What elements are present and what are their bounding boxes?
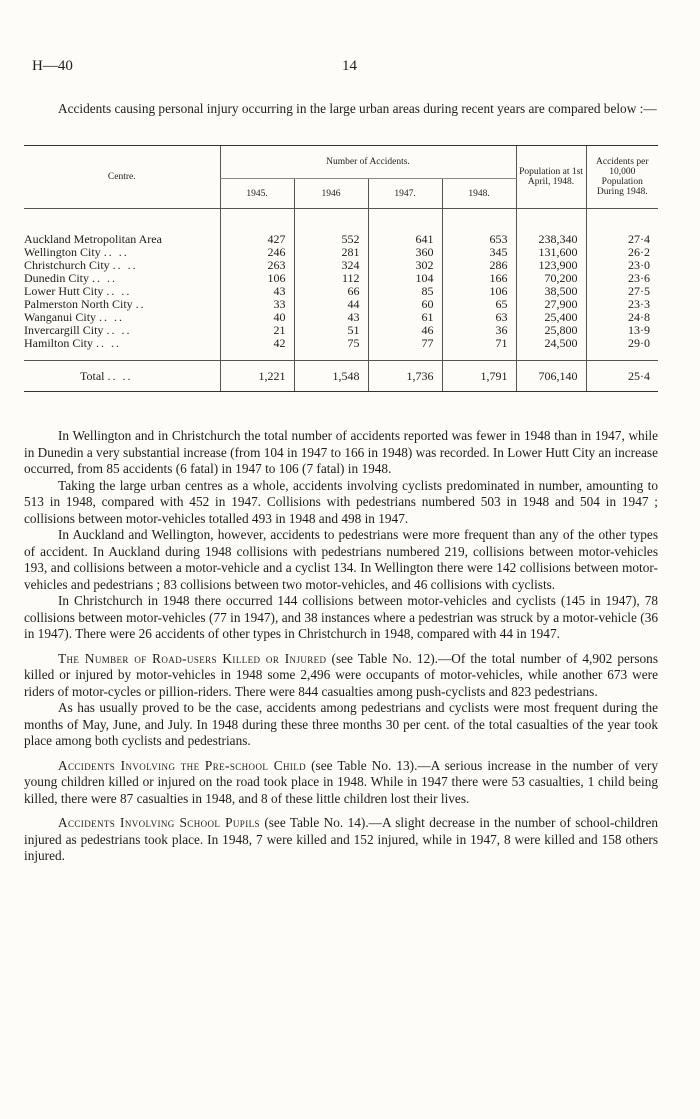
centre-name: Lower Hutt City bbox=[24, 284, 104, 298]
leader-dots: .. .. bbox=[103, 245, 129, 259]
population-value: 27,900 bbox=[516, 298, 586, 311]
rate-header: Accidents per 10,000 Population During 1948. bbox=[586, 146, 658, 209]
value-1945: 42 bbox=[220, 337, 294, 361]
rate-value: 29·0 bbox=[586, 337, 658, 361]
population-value: 24,500 bbox=[516, 337, 586, 361]
value-1945: 33 bbox=[220, 298, 294, 311]
table-row bbox=[24, 209, 658, 247]
centre-name: Wanganui City bbox=[24, 310, 97, 324]
centre-name: Invercargill City bbox=[24, 323, 104, 337]
total-1945: 1,221 bbox=[220, 361, 294, 392]
value-1948: 106 bbox=[442, 285, 516, 298]
rate-value: 26·2 bbox=[586, 246, 658, 259]
leader-dots: .. .. bbox=[96, 336, 121, 350]
paragraph-cyclists: Taking the large urban centres as a whole, accidents involving cyclists predominated in number, amounting to 513 in 1948, compared with 452 in 1947. Collisions with pedestrians numbered 503 in 1948 and 504 in 1947 ; collisions between motor-vehicles totalled 493 in 1948 and 498 in 1947. bbox=[24, 477, 658, 526]
section-heading-pre-school: Accidents Involving the Pre-school Child bbox=[58, 757, 307, 773]
leader-dots: .. .. bbox=[112, 258, 138, 272]
population-value: 238,340 bbox=[516, 209, 586, 247]
value-1947: 104 bbox=[368, 272, 442, 285]
leader-dots: .. .. bbox=[106, 323, 132, 337]
total-population: 706,140 bbox=[516, 361, 586, 392]
total-1948: 1,791 bbox=[442, 361, 516, 392]
rate-value: 23·6 bbox=[586, 272, 658, 285]
report-reference: H—40 bbox=[32, 58, 73, 74]
value-1947: 360 bbox=[368, 246, 442, 259]
population-value: 70,200 bbox=[516, 272, 586, 285]
leader-dots: .. bbox=[135, 297, 146, 311]
value-1948: 36 bbox=[442, 324, 516, 337]
centre-name: Christchurch City bbox=[24, 258, 110, 272]
paragraph-text: (see Table No. 12).—Of the total number of 4,902 persons killed or injured by motor-vehicles in 1948 some 2,496 were occupants of motor-vehicles, while another 673 were riders of motor-cycles or pillion-riders. There were 844 casualties among push-cyclists and 823 pedestrians. bbox=[24, 650, 658, 699]
value-1945: 263 bbox=[220, 259, 294, 272]
value-1948: 653 bbox=[442, 209, 516, 247]
rate-value: 13·9 bbox=[586, 324, 658, 337]
leader-dots: .. .. bbox=[92, 271, 117, 285]
paragraph-pre-school bbox=[24, 758, 658, 808]
value-1945: 43 bbox=[220, 285, 294, 298]
value-1947: 302 bbox=[368, 259, 442, 272]
value-1946: 66 bbox=[294, 285, 368, 298]
paragraph-auckland-wellington: In Auckland and Wellington, however, accidents to pedestrians were more frequent than any of the other types of accident. In Auckland during 1948 collisions with pedestrians numbered 219, collisions between motor-vehicles 193, and collisions between a motor-vehicle and a cyclist 134. In Wellington there were 142 collisions between motor-vehicles and pedestrians ; 83 collisions between two motor-vehicles, and 46 collisions with cyclists. bbox=[24, 527, 658, 592]
paragraph-text: (see Table No. 14).—A slight decrease in the number of school-children injured as pedestrians took place. In 1948, 7 were killed and 152 injured, while in 1947, 8 were killed and 158 others injured. bbox=[24, 815, 658, 863]
paragraph-seasonal: As has usually proved to be the case, accidents among pedestrians and cyclists were most frequent during the months of May, June, and July. In 1948 during these three months 30 per cent. of the total casualties of the year took place among both cyclists and pedestrians. bbox=[24, 700, 658, 748]
value-1948: 286 bbox=[442, 259, 516, 272]
paragraph-wellington-christchurch: In Wellington and in Christchurch the total number of accidents reported was fewer in 1948 than in 1947, while in Dunedin a very substantial increase (from 104 in 1947 to 166 in 1948) was recorded. In Lower Hutt City an increase occurred, from 85 accidents (6 fatal) in 1947 to 106 (7 fatal) in 1948. bbox=[24, 428, 658, 476]
value-1947: 641 bbox=[368, 209, 442, 247]
centre-name: Palmerston North City bbox=[24, 297, 133, 311]
table-row bbox=[24, 337, 658, 361]
value-1948: 71 bbox=[442, 337, 516, 361]
population-value: 123,900 bbox=[516, 259, 586, 272]
intro-paragraph: Accidents causing personal injury occurring in the large urban areas during recent years are compared below :— bbox=[58, 101, 657, 116]
centre-name: Auckland Metropolitan Area bbox=[24, 232, 162, 246]
year-header-1945: 1945. bbox=[220, 179, 294, 209]
accidents-header: Number of Accidents. bbox=[220, 146, 516, 179]
value-1945: 21 bbox=[220, 324, 294, 337]
centre-name: Wellington City bbox=[24, 245, 101, 259]
rate-value: 27·4 bbox=[586, 209, 658, 247]
total-1946: 1,548 bbox=[294, 361, 368, 392]
centre-name: Hamilton City bbox=[24, 336, 93, 350]
year-header-1946: 1946 bbox=[294, 179, 368, 209]
value-1946: 112 bbox=[294, 272, 368, 285]
value-1946: 552 bbox=[294, 209, 368, 247]
year-header-1948: 1948. bbox=[442, 179, 516, 209]
population-header: Population at 1st April, 1948. bbox=[516, 146, 586, 209]
body-text bbox=[24, 428, 658, 865]
population-value: 38,500 bbox=[516, 285, 586, 298]
population-value: 25,400 bbox=[516, 311, 586, 324]
year-header-1947: 1947. bbox=[368, 179, 442, 209]
population-value: 131,600 bbox=[516, 246, 586, 259]
value-1946: 324 bbox=[294, 259, 368, 272]
centre-header: Centre. bbox=[24, 146, 220, 209]
value-1947: 85 bbox=[368, 285, 442, 298]
value-1946: 281 bbox=[294, 246, 368, 259]
value-1948: 345 bbox=[442, 246, 516, 259]
leader-dots: .. .. bbox=[106, 284, 132, 298]
rate-value: 23·0 bbox=[586, 259, 658, 272]
paragraph-text: (see Table No. 13).—A serious increase in the number of very young children killed or injured on the road took place in 1948. While in 1947 there were 53 casualties, 1 child being killed, there were 87 casualties in 1948, and 8 of these little children lost their lives. bbox=[24, 757, 659, 806]
value-1945: 427 bbox=[220, 209, 294, 247]
section-heading-school-pupils: Accidents Involving School Pupils bbox=[58, 815, 260, 830]
centre-name: Dunedin City bbox=[24, 271, 89, 285]
page-header bbox=[24, 58, 656, 78]
value-1947: 60 bbox=[368, 298, 442, 311]
value-1946: 44 bbox=[294, 298, 368, 311]
leader-dots: .. .. bbox=[107, 368, 133, 383]
paragraph-road-users bbox=[24, 651, 658, 701]
value-1947: 46 bbox=[368, 324, 442, 337]
value-1945: 40 bbox=[220, 311, 294, 324]
value-1946: 75 bbox=[294, 337, 368, 361]
value-1945: 246 bbox=[220, 246, 294, 259]
population-value: 25,800 bbox=[516, 324, 586, 337]
urban-accidents-table bbox=[24, 145, 658, 392]
value-1947: 77 bbox=[368, 337, 442, 361]
total-1947: 1,736 bbox=[368, 361, 442, 392]
value-1946: 43 bbox=[294, 311, 368, 324]
rate-value: 27·5 bbox=[586, 285, 658, 298]
section-heading-road-users: The Number of Road-users Killed or Injured bbox=[58, 650, 327, 666]
value-1948: 166 bbox=[442, 272, 516, 285]
value-1945: 106 bbox=[220, 272, 294, 285]
value-1947: 61 bbox=[368, 311, 442, 324]
total-label: Total bbox=[80, 368, 105, 383]
value-1948: 65 bbox=[442, 298, 516, 311]
paragraph-christchurch: In Christchurch in 1948 there occurred 144 collisions between motor-vehicles and cyclists (145 in 1947), 78 collisions between motor-vehicles (77 in 1947), and 38 instances where a pedestrian was struck by a motor-vehicle (36 in 1947). There were 26 accidents of other types in Christchurch in 1948, compared with 44 in 1947. bbox=[24, 593, 658, 641]
total-row bbox=[24, 361, 658, 392]
total-rate: 25·4 bbox=[586, 361, 658, 392]
leader-dots: .. .. bbox=[99, 310, 125, 324]
rate-value: 24·8 bbox=[586, 311, 658, 324]
page-number: 14 bbox=[342, 58, 357, 74]
rate-value: 23·3 bbox=[586, 298, 658, 311]
paragraph-school-pupils bbox=[24, 815, 658, 865]
value-1946: 51 bbox=[294, 324, 368, 337]
value-1948: 63 bbox=[442, 311, 516, 324]
